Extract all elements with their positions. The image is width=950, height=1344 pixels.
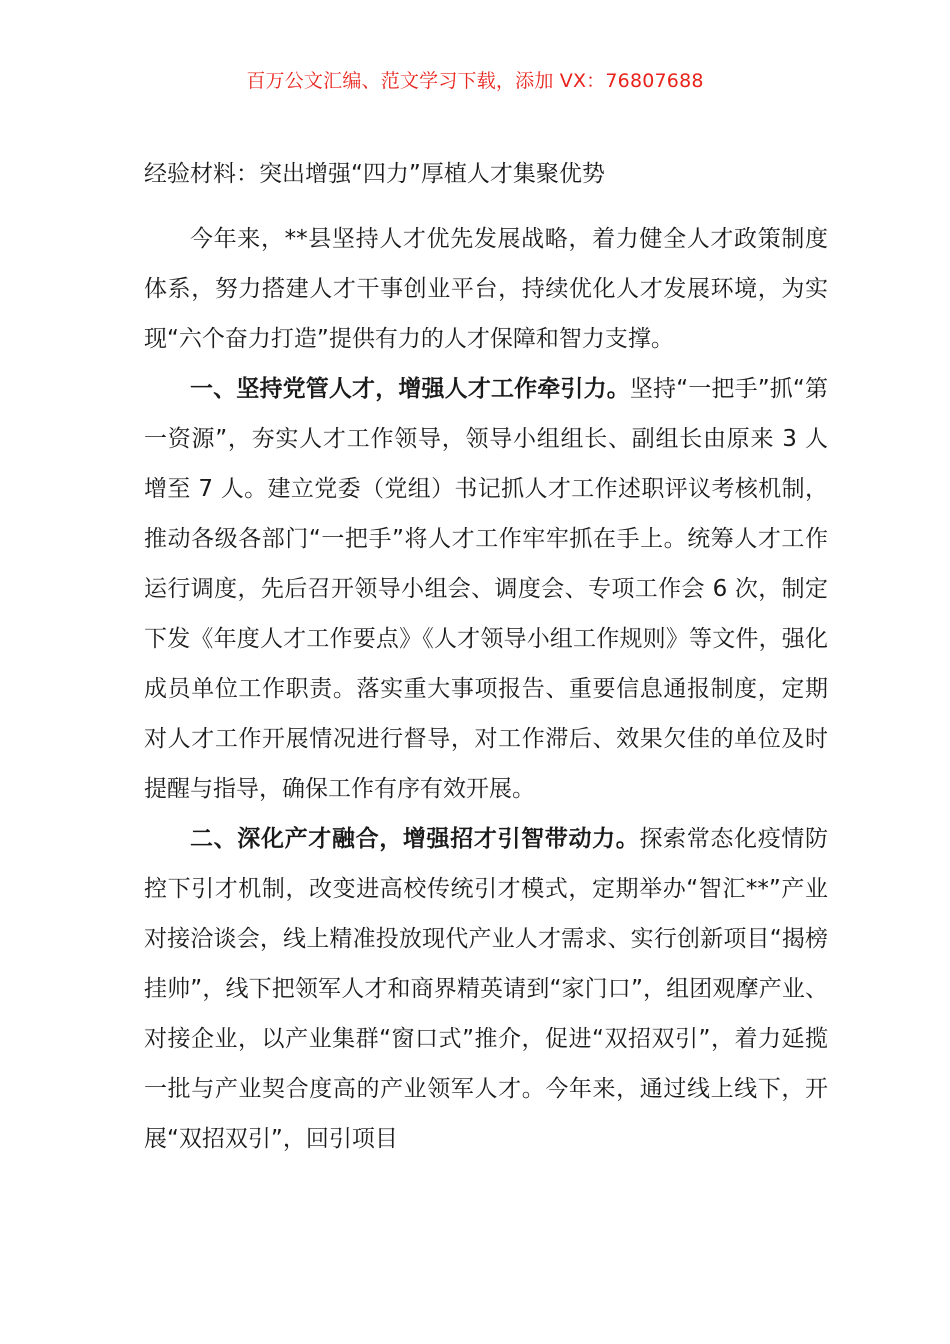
section-body: 坚持“一把手”抓“第一资源”，夯实人才工作领导，领导小组组长、副组长由原来 3 人增至 7 人。建立党委（党组）书记抓人才工作述职评议考核机制，推动各级各部门“一把手”将人才工作牢牢抓在手上。统筹人才工作运行调度，先后召开领导小组会、调度会、专项工作会 6 次，制定下发《年度人才工作要点》《人才领导小组工作规则》等文件，强化成员单位工作职责。落实重大事项报告、重要信息通报制度，定期对人才工作开展情况进行督导，对工作滞后、效果欠佳的单位及时提醒与指导，确保工作有序有效开展。 <box>144 376 829 802</box>
document-title: 经验材料：突出增强“四力”厚植人才集聚优势 <box>144 161 605 187</box>
section-heading: 二、深化产才融合，增强招才引智带动力。 <box>190 826 640 852</box>
header-banner: 百万公文汇编、范文学习下载，添加 VX：76807688 <box>246 70 704 92</box>
section-paragraph <box>144 364 828 814</box>
section-paragraph <box>144 814 828 1164</box>
section-heading: 一、坚持党管人才，增强人才工作牵引力。 <box>190 376 630 402</box>
intro-paragraph: 今年来，**县坚持人才优先发展战略，着力健全人才政策制度体系，努力搭建人才干事创业平台，持续优化人才发展环境，为实现“六个奋力打造”提供有力的人才保障和智力支撑。 <box>144 226 828 352</box>
document-body <box>144 214 828 1164</box>
section-body: 探索常态化疫情防控下引才机制，改变进高校传统引才模式，定期举办“智汇**”产业对接洽谈会，线上精准投放现代产业人才需求、实行创新项目“揭榜挂帅”，线下把领军人才和商界精英请到“家门口”，组团观摩产业、对接企业，以产业集群“窗口式”推介，促进“双招双引”，着力延揽一批与产业契合度高的产业领军人才。今年来，通过线上线下，开展“双招双引”，回引项目 <box>144 826 829 1152</box>
